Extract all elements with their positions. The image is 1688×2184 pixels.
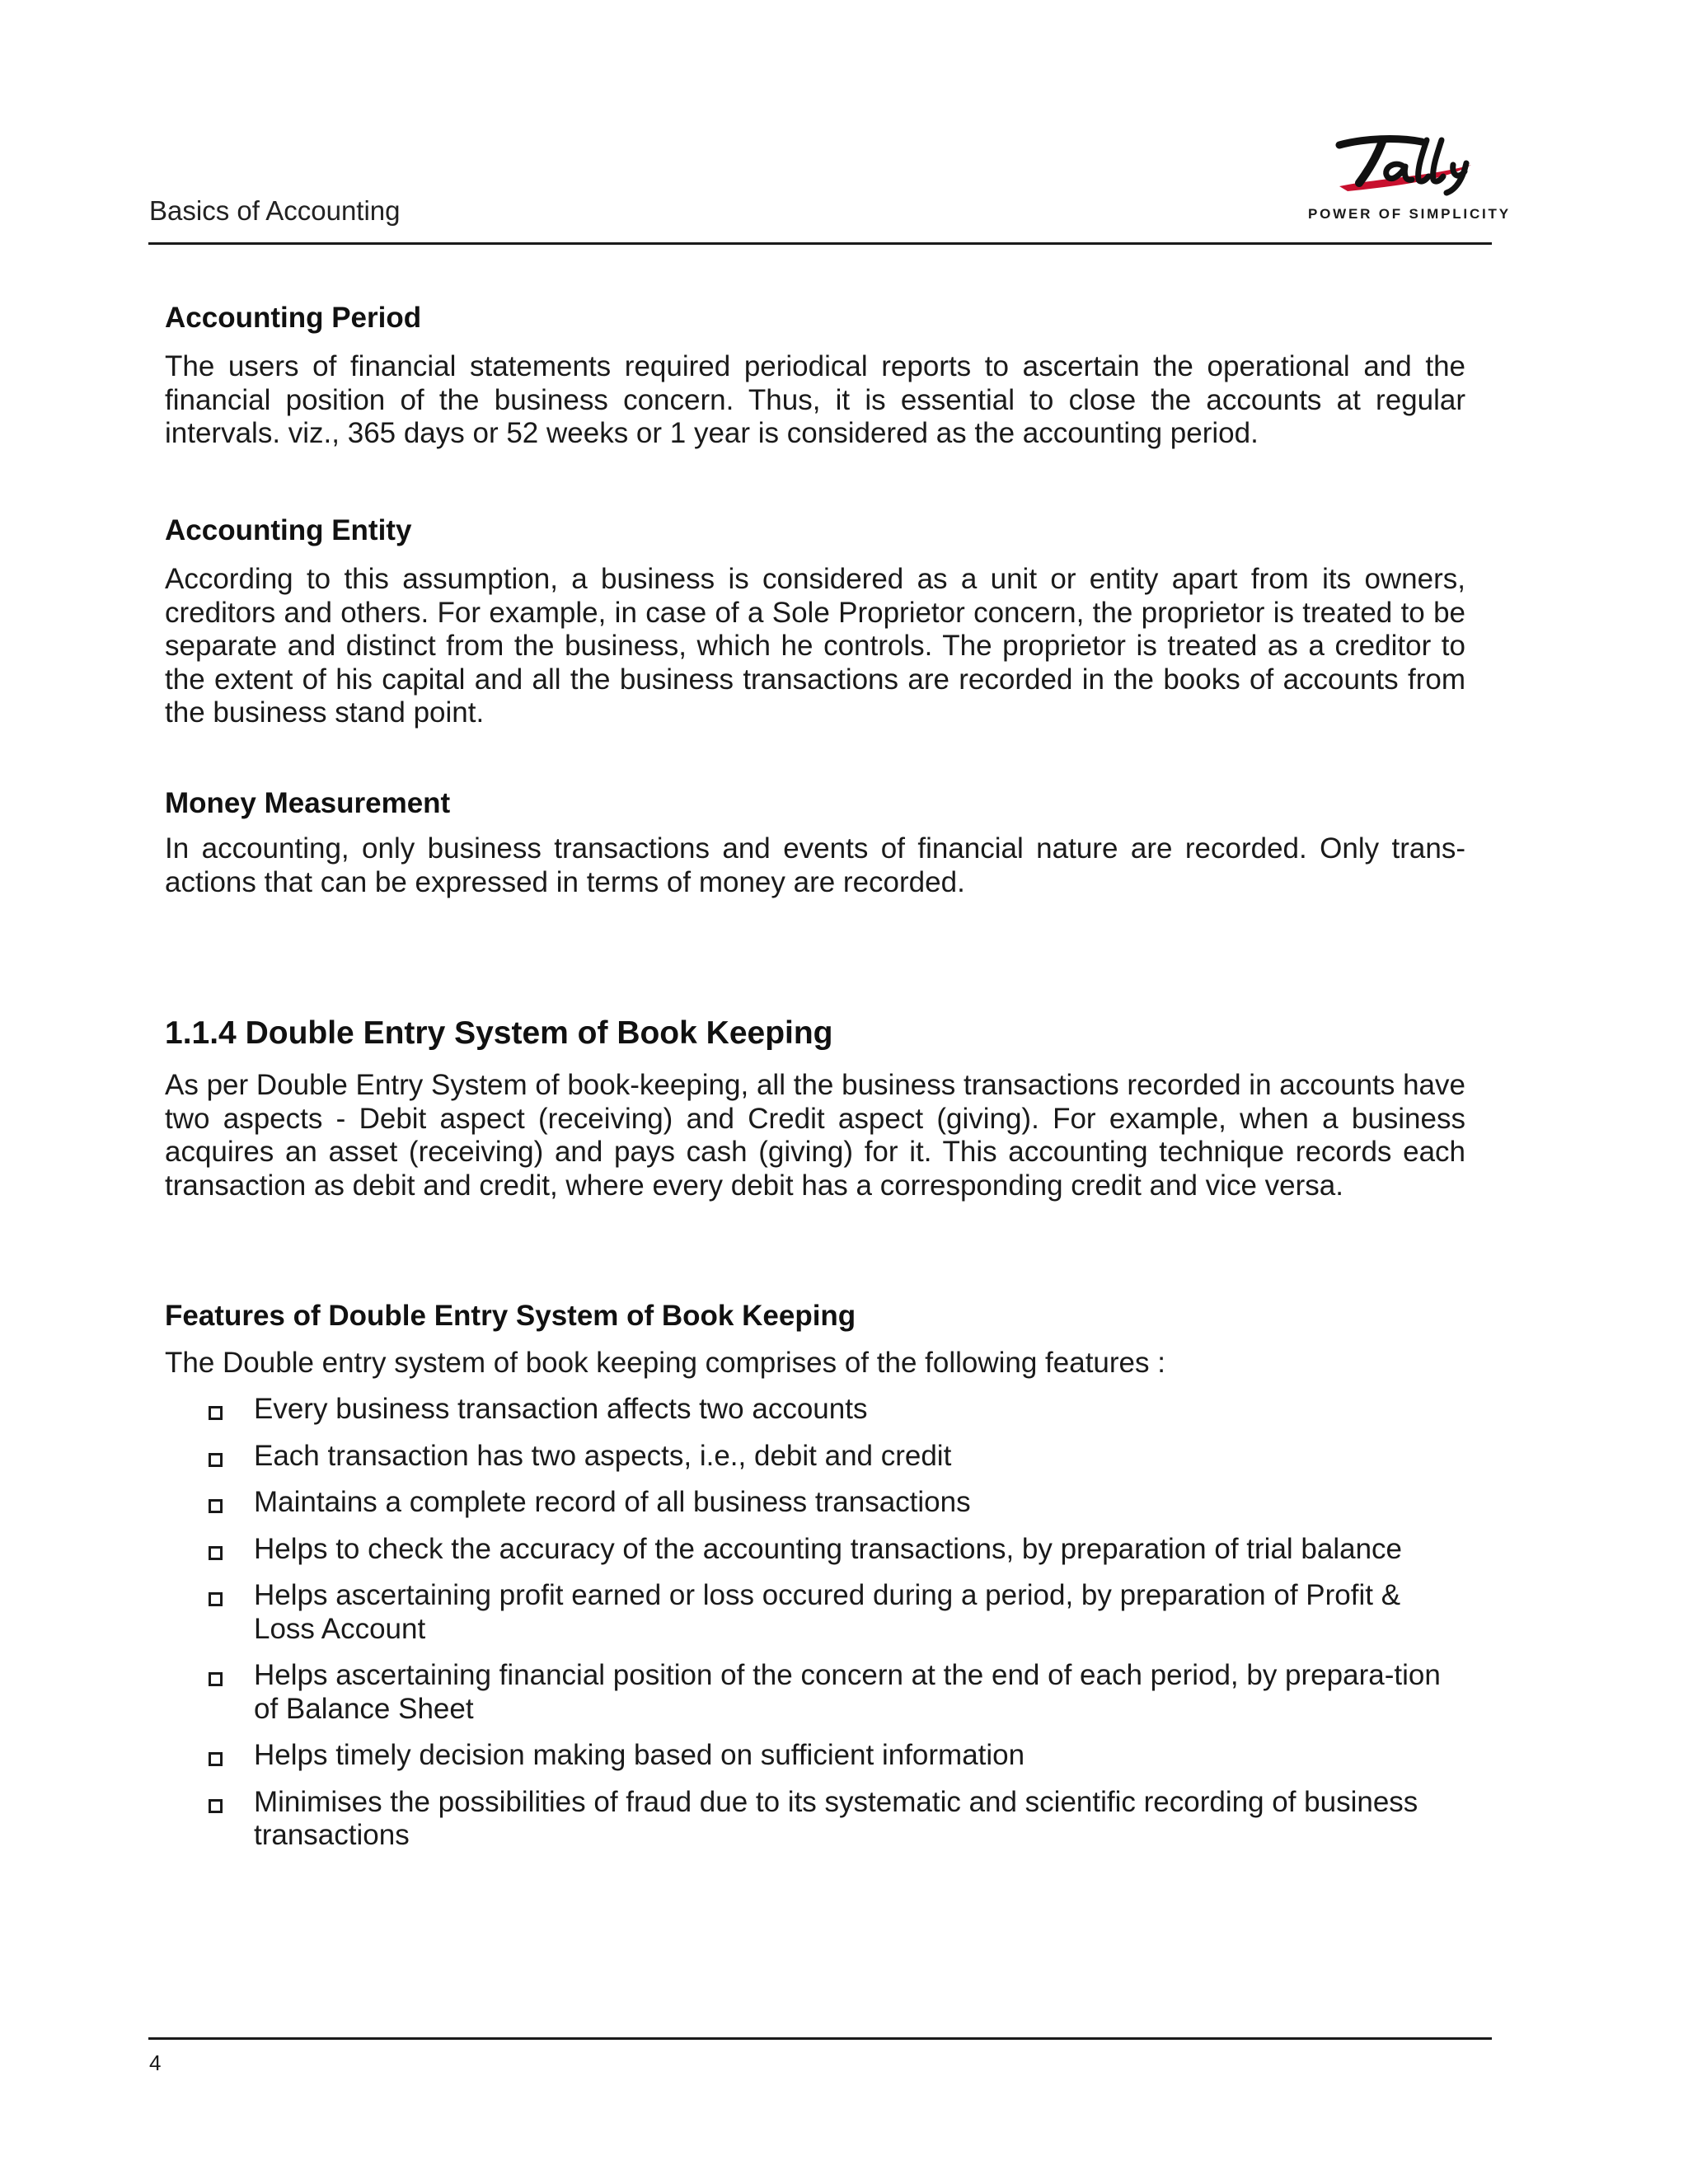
square-bullet-icon [209, 1546, 223, 1560]
section-title-double-entry: 1.1.4 Double Entry System of Book Keeping [165, 1015, 833, 1051]
list-item [165, 1393, 1465, 1427]
body-features-intro: The Double entry system of book keeping comprises of the following features : [165, 1347, 1165, 1379]
page-number: 4 [149, 2050, 162, 2075]
footer-divider [148, 2037, 1492, 2040]
list-item [165, 1659, 1465, 1726]
running-header-title: Basics of Accounting [149, 195, 401, 226]
body-money-measurement: In accounting, only business transactions and events of financial nature are recorded. Only trans-actions that can be expressed in terms of money are recorded. [165, 832, 1465, 898]
list-item-text: Helps ascertaining profit earned or loss occured during a period, by preparation of Profit & Loss Account [254, 1579, 1401, 1645]
body-accounting-period: The users of financial statements required periodical reports to ascertain the operational and the financial position of the business concern. Thus, it is essential to close the accounts at regular intervals. viz., 365 days or 52 weeks or 1 year is considered as the accounting period. [165, 350, 1465, 449]
heading-features: Features of Double Entry System of Book Keeping [165, 1300, 856, 1332]
body-double-entry: As per Double Entry System of book-keeping, all the business transactions recorded in accounts have two aspects - Debit aspect (receiving) and Credit aspect (giving). For example, when a business acquires an asset (receiving) and pays cash (giving) for it. This accounting technique records each transaction as debit and credit, where every debit has a corresponding credit and vice versa. [165, 1069, 1465, 1202]
list-item [165, 1486, 1465, 1520]
square-bullet-icon [209, 1453, 223, 1467]
list-item-text: Helps timely decision making based on sufficient information [254, 1739, 1025, 1771]
list-item-text: Every business transaction affects two accounts [254, 1393, 868, 1425]
list-item [165, 1739, 1465, 1773]
list-item-text: Minimises the possibilities of fraud due to its systematic and scientific recording of business transactions [254, 1785, 1418, 1851]
square-bullet-icon [209, 1752, 223, 1766]
square-bullet-icon [209, 1799, 223, 1813]
list-item-text: Each transaction has two aspects, i.e., debit and credit [254, 1439, 952, 1472]
list-item [165, 1533, 1465, 1567]
header-divider [148, 242, 1492, 245]
tally-tagline: POWER OF SIMPLICITY [1308, 206, 1511, 222]
heading-accounting-period: Accounting Period [165, 302, 422, 334]
body-accounting-entity: According to this assumption, a business is considered as a unit or entity apart from its owners, creditors and others. For example, in case of a Sole Proprietor concern, the proprietor is treated to be separate and distinct from the business, which he controls. The proprietor is treated as a creditor to the extent of his capital and all the business transactions are recorded in the books of accounts from the business stand point. [165, 563, 1465, 729]
list-item [165, 1786, 1465, 1853]
list-item-text: Maintains a complete record of all business transactions [254, 1486, 971, 1518]
square-bullet-icon [209, 1406, 223, 1420]
tally-wordmark-icon [1306, 132, 1496, 201]
heading-accounting-entity: Accounting Entity [165, 514, 412, 546]
tally-logo [1306, 132, 1511, 227]
list-item [165, 1579, 1465, 1646]
square-bullet-icon [209, 1499, 223, 1513]
list-item [165, 1440, 1465, 1474]
list-item-text: Helps to check the accuracy of the accounting transactions, by preparation of trial balance [254, 1532, 1403, 1565]
heading-money-measurement: Money Measurement [165, 787, 451, 819]
list-item-text: Helps ascertaining financial position of the concern at the end of each period, by prepara-tion of Balance Sheet [254, 1659, 1441, 1725]
features-list [165, 1393, 1465, 1866]
square-bullet-icon [209, 1672, 223, 1686]
square-bullet-icon [209, 1592, 223, 1606]
